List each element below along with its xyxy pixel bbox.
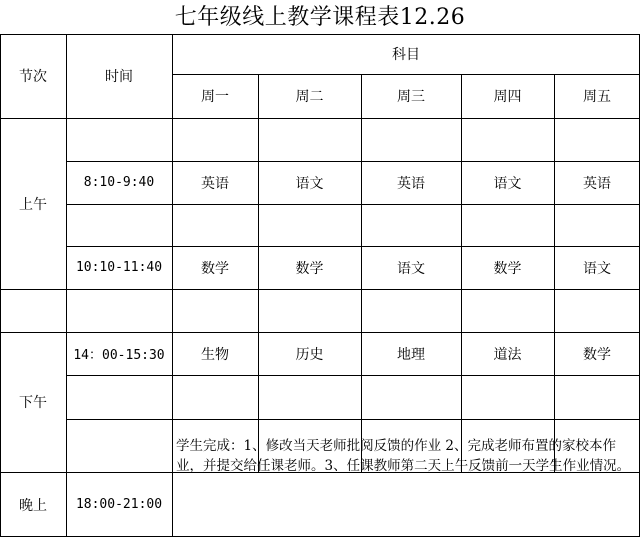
slot-subject: 道法 (493, 346, 522, 363)
day-thu: 周四 (493, 89, 522, 105)
section-evening: 晚上 (19, 497, 47, 514)
slot-subject: 语文 (397, 260, 425, 277)
slot-subject: 英语 (583, 175, 611, 192)
slot-subject: 数学 (493, 260, 522, 277)
evening-note: 学生完成：1、修改当天老师批阅反馈的作业 2、完成老师布置的家校本作业，并提交给任课老师。3、任课教师第二天上午反馈前一天学生作业情况。 (176, 438, 631, 474)
section-afternoon: 下午 (19, 395, 47, 411)
day-tue: 周二 (295, 89, 324, 105)
header-subject: 科目 (392, 47, 420, 63)
slot-subject: 英语 (397, 175, 425, 192)
slot-subject: 语文 (493, 175, 522, 192)
slot-subject: 地理 (397, 346, 425, 363)
day-wed: 周三 (397, 89, 425, 105)
header-time: 时间 (105, 69, 133, 85)
slot-subject: 数学 (583, 346, 611, 363)
slot-subject: 数学 (295, 260, 324, 277)
page-title: 七年级线上教学课程表12.26 (174, 5, 466, 30)
day-mon: 周一 (201, 89, 229, 105)
slot-time: 14：00-15:30 (73, 348, 165, 363)
header-period: 节次 (19, 69, 47, 85)
slot-subject: 英语 (201, 175, 229, 192)
slot-subject: 生物 (201, 346, 229, 363)
slot-time: 8:10-9:40 (83, 175, 155, 190)
section-morning: 上午 (19, 196, 47, 213)
slot-subject: 数学 (201, 260, 229, 277)
slot-subject: 历史 (295, 346, 324, 363)
slot-subject: 语文 (583, 260, 611, 277)
evening-time: 18:00-21:00 (75, 497, 163, 512)
slot-time: 10:10-11:40 (75, 260, 163, 275)
slot-subject: 语文 (295, 175, 324, 192)
day-fri: 周五 (583, 89, 611, 105)
